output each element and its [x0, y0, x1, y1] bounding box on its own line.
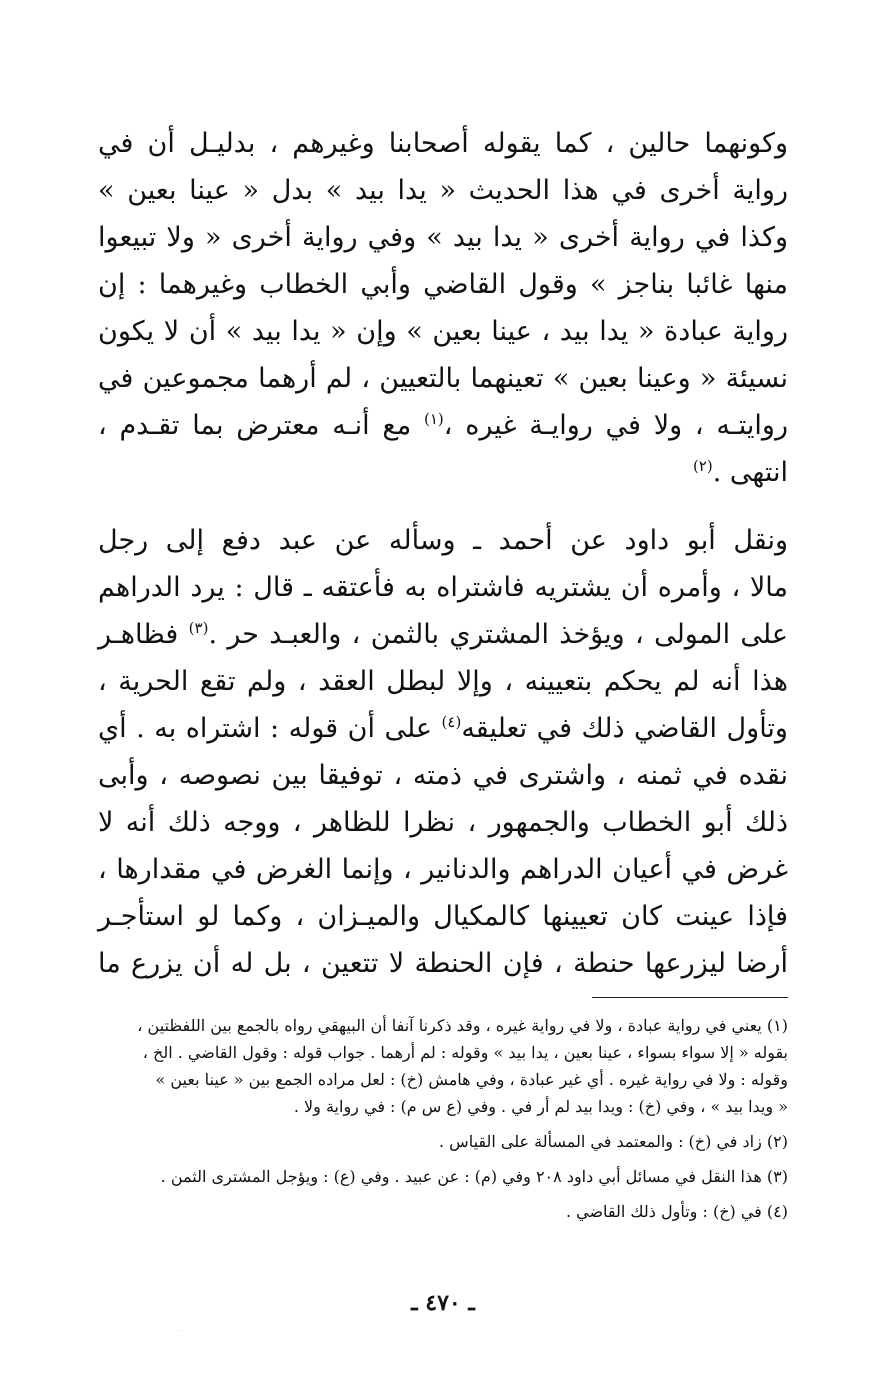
footnote-1-line: بقوله « إلا سواء بسواء ، عينا بعين ، يدا بيد » وقوله : لم أرهما . جواب قوله : وقول القاضي . الخ ،: [142, 1043, 788, 1062]
text-line: فإذا عينت كان تعيينها كالمكيال والميـزان ، وكما لو استأجـر: [98, 901, 788, 932]
text-line: غرض في أعيان الدراهم والدنانير ، وإنما الغرض في مقدارها ،: [98, 854, 788, 885]
footnote-ref: (٢): [692, 457, 713, 475]
text-line: أرضا ليزرعها حنطة ، فإن الحنطة لا تتعين ، بل له أن يزرع ما: [98, 948, 788, 979]
footnote-1-line: وقوله : ولا في رواية غيره . أي غير عبادة ، وفي هامش (خ) : لعل مراده الجمع بين « عينا بعين »: [155, 1070, 788, 1089]
text-line: منها غائبا بناجز » وقول القاضي وأبي الخطاب وغيرهما : إن: [98, 269, 788, 300]
paragraph-1: [98, 120, 788, 496]
text-line: [98, 402, 788, 449]
text-line: وكذا في رواية أخرى « يدا بيد » وفي رواية أخرى « ولا تبيعوا: [98, 222, 788, 253]
text-line: رواية عبادة « يدا بيد ، عينا بعين » وإن « يدا بيد » أن لا يكون: [98, 316, 788, 347]
text-segment: وتأول القاضي ذلك في تعليقه: [461, 713, 788, 744]
scan-speck: [178, 1330, 179, 1331]
text-line: [98, 705, 788, 752]
text-line: [98, 449, 788, 496]
text-line: وكونهما حالين ، كما يقوله أصحابنا وغيرهم ، بدليـل أن في: [98, 128, 788, 159]
text-segment: روايتـه ، ولا في روايـة غيره ،: [443, 410, 788, 441]
footnote-1-line: (١) يعني في رواية عبادة ، ولا في رواية غيره ، وقد ذكرنا آنفا أن البيهقي رواه بالجمع بين اللفظتين ،: [137, 1016, 788, 1035]
text-line: مالا ، وأمره أن يشتريه فاشتراه به فأعتقه ـ قال : يرد الدراهم: [98, 572, 788, 603]
footnote-3: (٣) هذا النقل في مسائل أبي داود ٢٠٨ وفي (م) : عن عبيد . وفي (ع) : ويؤجل المشترى الثمن .: [160, 1167, 788, 1186]
footnote-2: (٢) زاد في (خ) : والمعتمد في المسألة على القياس .: [439, 1132, 788, 1151]
text-line: رواية أخرى في هذا الحديث « يدا بيد » بدل « عينا بعين »: [98, 175, 788, 206]
text-line: نسيئة « وعينا بعين » تعينهما بالتعيين ، لم أرهما مجموعين في: [98, 363, 788, 394]
footnote-4: (٤) في (خ) : وتأول ذلك القاضي .: [565, 1202, 788, 1221]
text-segment: على المولى ، ويؤخذ المشتري بالثمن ، والعبـد حر .: [208, 619, 788, 650]
text-line: نقده في ثمنه ، واشترى في ذمته ، توفيقا بين نصوصه ، وأبى: [98, 760, 788, 791]
text-line: ونقل أبو داود عن أحمد ـ وسأله عن عبد دفع إلى رجل: [98, 525, 788, 556]
footnote-ref: (١): [423, 410, 444, 428]
text-segment: على أن قوله : اشتراه به . أي: [98, 713, 442, 744]
text-line: ذلك أبو الخطاب والجمهور ، نظرا للظاهر ، ووجه ذلك أنه لا: [98, 807, 788, 838]
footnote-ref: (٤): [441, 713, 462, 731]
text-line: هذا أنه لم يحكم بتعيينه ، وإلا لبطل العقد ، ولم تقع الحرية ،: [98, 666, 788, 697]
page-number: ـ ٤٧٠ ـ: [411, 1290, 475, 1316]
text-segment: فظاهـر: [98, 619, 189, 650]
footnote-divider: [592, 997, 788, 998]
text-line: [98, 611, 788, 658]
text-segment: انتهى .: [712, 457, 788, 488]
footnote-ref: (٣): [188, 619, 209, 637]
footnote-1-line: « ويدا بيد » ، وفي (خ) : ويدا بيد لم أر في . وفي (ع س م) : في رواية ولا .: [293, 1097, 788, 1116]
paragraph-2: [98, 517, 788, 987]
text-segment: مع أنـه معترض بما تقـدم ،: [98, 410, 424, 441]
footnotes: [98, 1012, 788, 1225]
